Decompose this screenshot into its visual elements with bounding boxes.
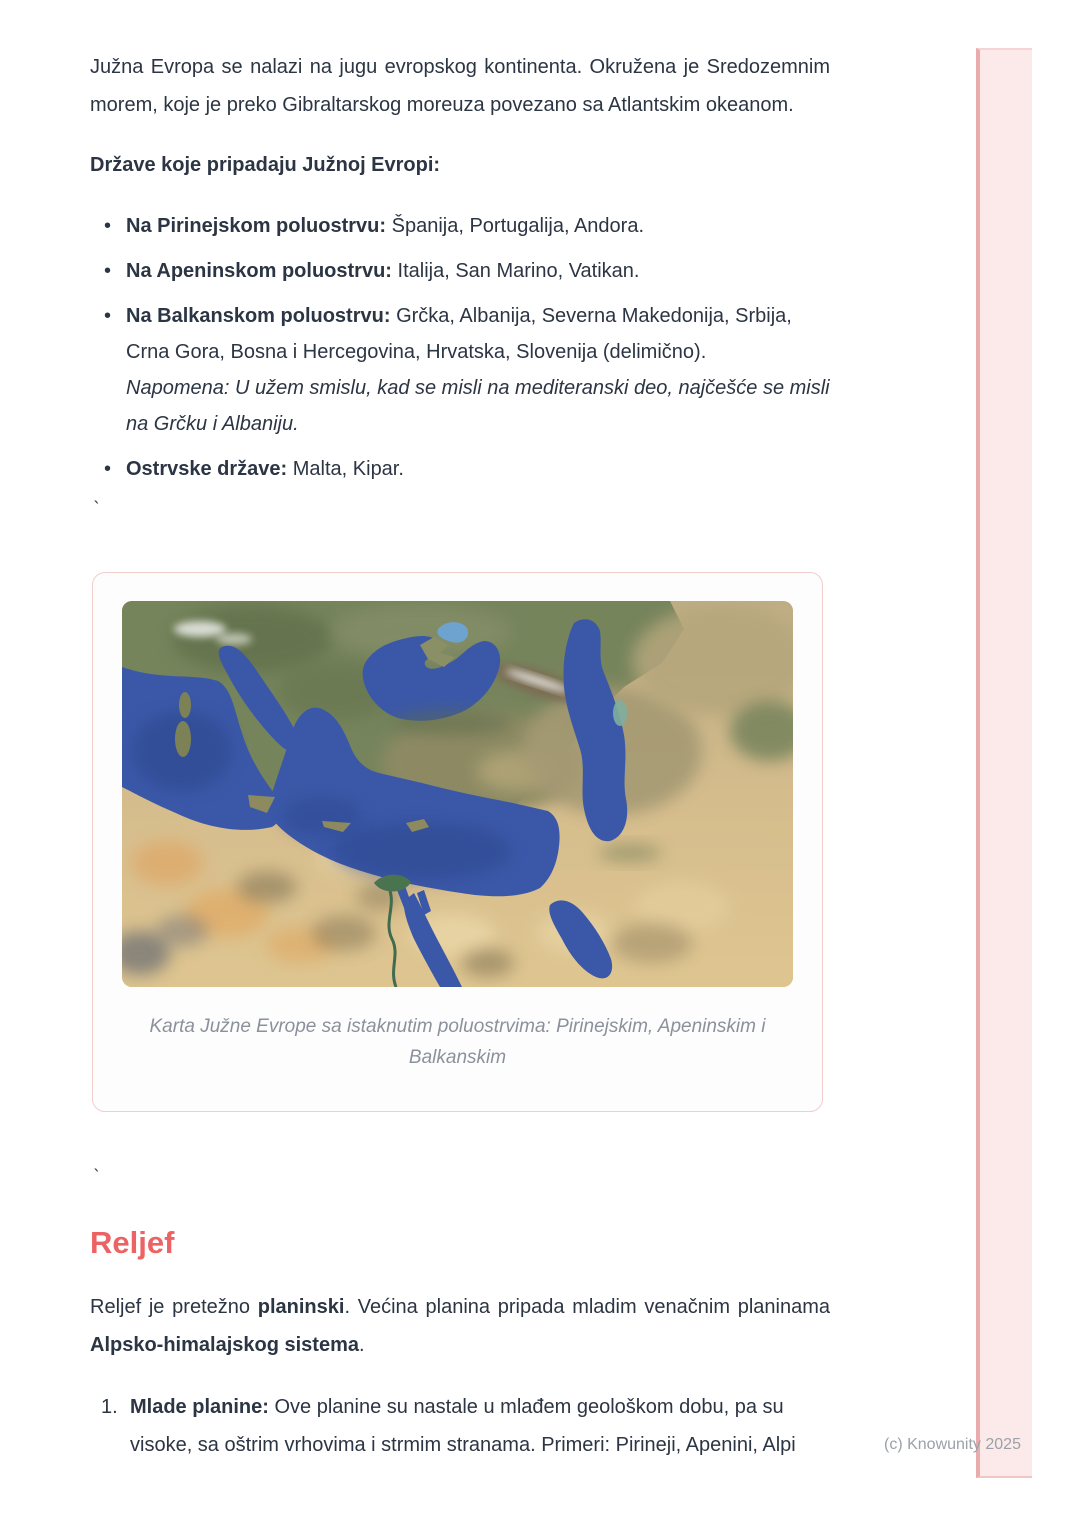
right-accent-stripe	[976, 48, 1032, 1478]
list-item-label: Ostrvske države:	[126, 458, 288, 480]
intro-paragraph: Južna Evropa se nalazi na jugu evropskog kontinenta. Okružena je Sredozemnim morem, koje je preko Gibraltarskog moreuza povezano sa Atlantskim okeanom.	[90, 56, 830, 116]
states-heading: Države koje pripadaju Južnoj Evropi:	[90, 154, 441, 176]
list-item-label: Na Apeninskom poluostrvu:	[126, 260, 392, 282]
list-item	[126, 253, 830, 289]
list-item-label: Mlade planine:	[130, 1396, 269, 1418]
figure-card	[92, 572, 823, 1112]
list-item-label: Na Balkanskom poluostrvu:	[126, 305, 391, 327]
relief-paragraph	[90, 1288, 830, 1364]
stray-backtick: `	[92, 499, 103, 519]
list-item-text: Ove planine su nastale u mlađem geološkom dobu, pa su visoke, sa oštrim vrhovima i strmim stranama. Primeri: Pirineji, Apenini, Alpi	[130, 1396, 796, 1456]
list-item	[101, 1388, 830, 1464]
list-item	[126, 451, 830, 487]
list-item-label: Na Pirinejskom poluostrvu:	[126, 215, 387, 237]
figure-caption: Karta Južne Evrope sa istaknutim poluostrvima: Pirinejskim, Apeninskim i Balkanskim	[149, 1016, 766, 1068]
relief-bold: Alpsko-himalajskog sistema	[90, 1334, 359, 1356]
list-item-text: Španija, Portugalija, Andora.	[386, 215, 645, 237]
stray-backtick: `	[92, 1167, 103, 1187]
list-item-number: 1.	[101, 1396, 118, 1418]
relief-list	[90, 1388, 830, 1464]
relief-heading: Reljef	[90, 1225, 175, 1260]
states-list	[90, 208, 830, 487]
document-body	[90, 48, 830, 1464]
relief-text: . Većina planina pripada mladim venačnim planinama	[344, 1296, 830, 1318]
relief-bold: planinski	[257, 1296, 345, 1318]
relief-text: Reljef je pretežno	[90, 1296, 258, 1318]
map-image	[122, 601, 793, 987]
relief-text: .	[358, 1334, 365, 1356]
watermark: (c) Knowunity 2025	[884, 1436, 1021, 1453]
list-item-text: Malta, Kipar.	[287, 458, 404, 480]
list-item-text: Italija, San Marino, Vatikan.	[391, 260, 640, 282]
list-item-text: Grčka, Albanija, Severna Makedonija, Srbija, Crna Gora, Bosna i Hercegovina, Hrvatska, Slovenija (delimično).	[126, 305, 792, 363]
list-item	[126, 208, 830, 244]
list-item-note: Napomena: U užem smislu, kad se misli na mediteranski deo, najčešće se misli na Grčku i Albaniju.	[126, 377, 830, 435]
list-item	[126, 298, 830, 442]
